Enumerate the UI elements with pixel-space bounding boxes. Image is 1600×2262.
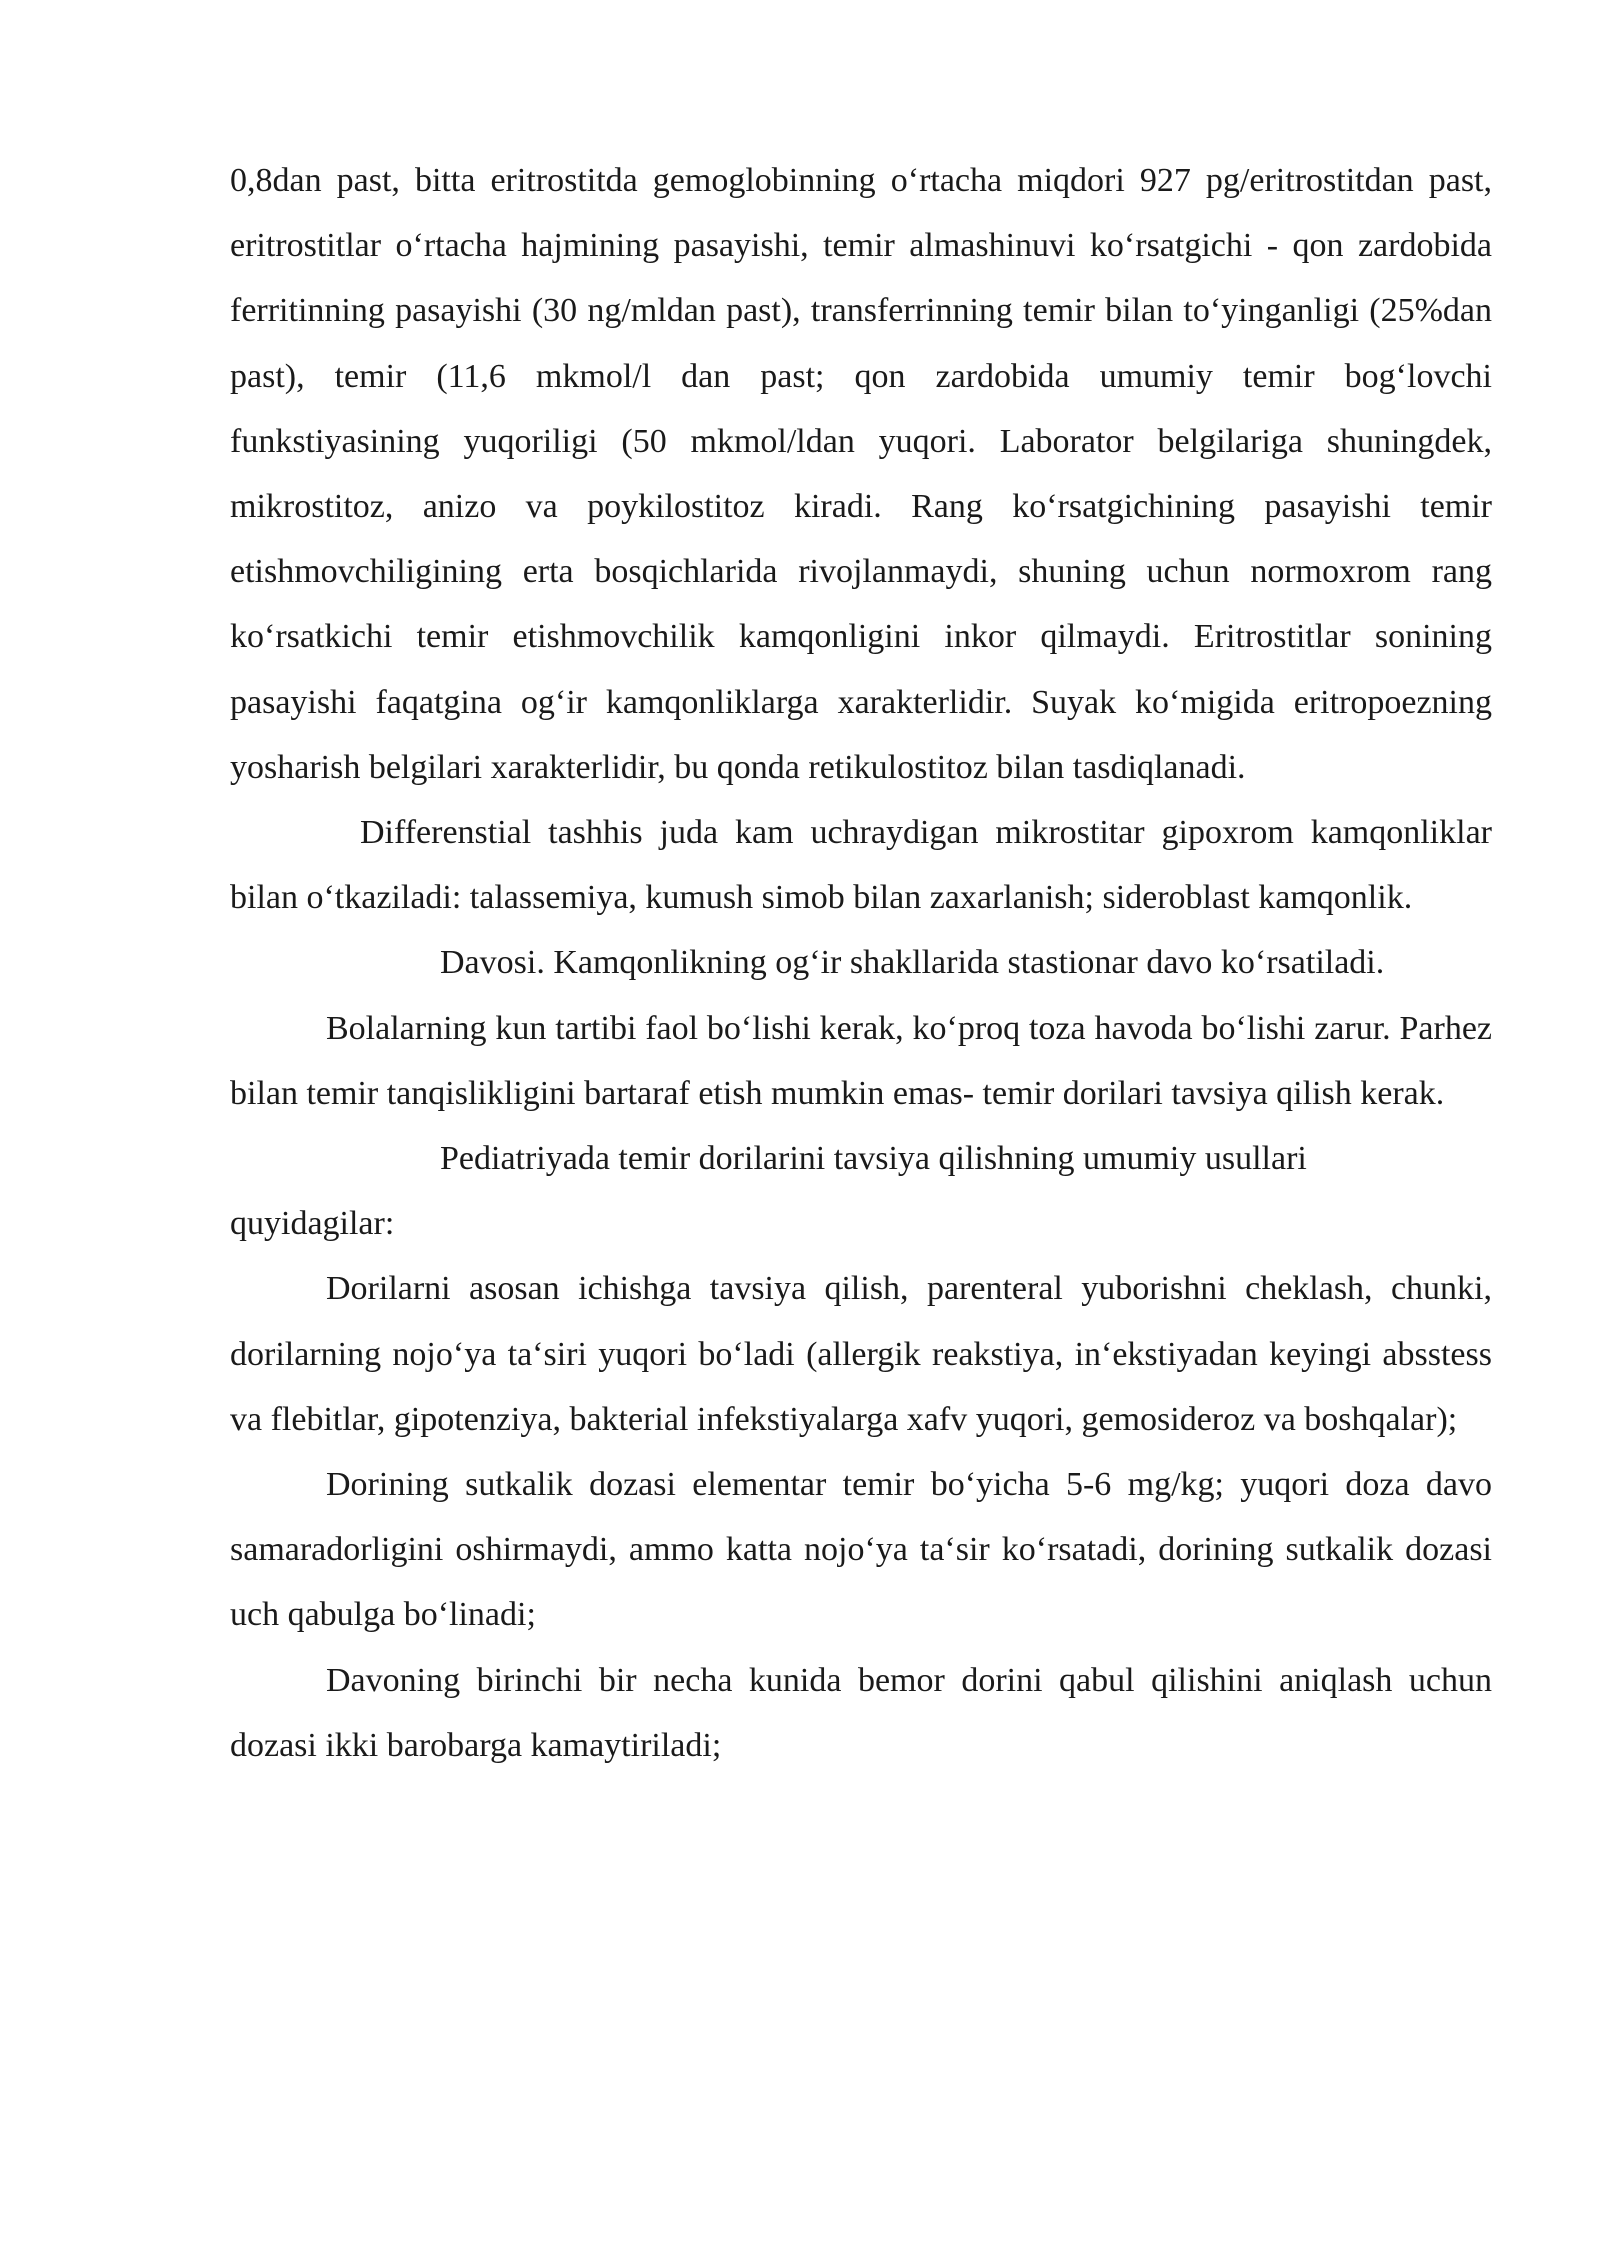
paragraph-differential-diagnosis: Differenstial tashhis juda kam uchraydigan mikrostitar gipoxrom kamqonliklar bilan o‘tkaziladi: talassemiya, kumush simob bilan zaxarlanish; sideroblast kamqonlik. <box>230 814 1492 917</box>
document-body <box>230 148 1492 1778</box>
paragraph-initial-dose: Davoning birinchi bir necha kunida bemor dorini qabul qilishini aniqlash uchun dozasi ikki barobarga kamaytiriladi; <box>230 1661 1492 1764</box>
paragraph-daily-regimen: Bolalarning kun tartibi faol bo‘lishi kerak, ko‘proq toza havoda bo‘lishi zarur. Parhez bilan temir tanqislikligini bartaraf etish mumkin emas- temir dorilari tavsiya qilish kerak. <box>230 1009 1492 1112</box>
paragraph-iron-methods-heading: Pediatriyada temir dorilarini tavsiya qilishning umumiy usullari <box>440 1140 1307 1178</box>
paragraph-laboratory-signs: 0,8dan past, bitta eritrostitda gemoglobinning o‘rtacha miqdori 927 pg/eritrostitdan past, eritrostitlar o‘rtacha hajmining pasayishi, temir almashinuvi ko‘rsatgichi - qon zardobida ferritinning pasayishi (30 ng/mldan past), transferrinning temir bilan to‘yinganligi (25%dan past), temir (11,6 mkmol/l dan past; qon zardobida umumiy temir bog‘lovchi funkstiyasining yuqoriligi (50 mkmol/ldan yuqori. Laborator belgilariga shuningdek, mikrostitoz, anizo va poykilostitoz kiradi. Rang ko‘rsatgichining pasayishi temir etishmovchiligining erta bosqichlarida rivojlanmaydi, shuning uchun normoxrom rang ko‘rsatkichi temir etishmovchilik kamqonligini inkor qilmaydi. Eritrostitlar sonining pasayishi faqatgina og‘ir kamqonliklarga xarakterlidir. Suyak ko‘migida eritropoezning yosharish belgilari xarakterlidir, bu qonda retikulostitoz bilan tasdiqlanadi. <box>230 162 1492 786</box>
paragraph-oral-administration: Dorilarni asosan ichishga tavsiya qilish, parenteral yuborishni cheklash, chunki, dorilarning nojo‘ya ta‘siri yuqori bo‘ladi (allergik reakstiya, in‘ekstiyadan keyingi absstess va flebitlar, gipotenziya, bakterial infekstiyalarga xafv yuqori, gemosideroz va boshqalar); <box>230 1270 1492 1438</box>
paragraph-iron-methods-heading-cont: quyidagilar: <box>230 1205 395 1243</box>
paragraph-treatment-heading: Davosi. Kamqonlikning og‘ir shakllarida stastionar davo ko‘rsatiladi. <box>440 944 1385 982</box>
paragraph-daily-dose: Dorining sutkalik dozasi elementar temir bo‘yicha 5-6 mg/kg; yuqori doza davo samaradorligini oshirmaydi, ammo katta nojo‘ya ta‘sir ko‘rsatadi, dorining sutkalik dozasi uch qabulga bo‘linadi; <box>230 1466 1492 1634</box>
